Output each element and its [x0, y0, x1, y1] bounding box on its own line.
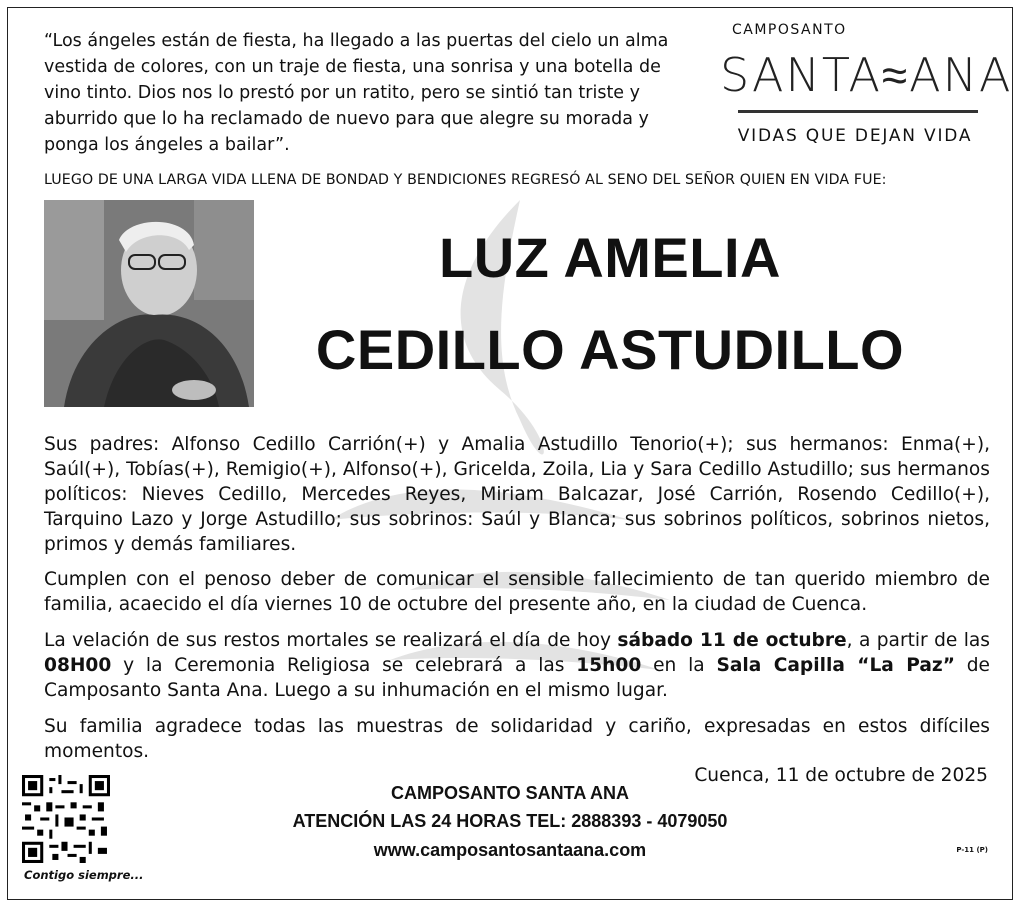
wake-paragraph [44, 628, 990, 703]
date-line: Cuenca, 11 de octubre de 2025 [694, 765, 988, 786]
portrait-photo [44, 200, 254, 407]
ad-code: P-11 (P) [956, 846, 988, 854]
portrait-figure-icon [44, 200, 254, 407]
footer-phone: ATENCIÓN LAS 24 HORAS TEL: 2888393 - 4079050 [292, 811, 728, 831]
chapel-name: Sala Capilla “La Paz” [716, 655, 955, 676]
wake-date: sábado 11 de octubre [617, 630, 847, 651]
qr-code-icon[interactable] [22, 775, 110, 863]
notice-paragraph: Cumplen con el penoso deber de comunicar el sensible fallecimiento de tan querido miembro de familia, acaecido el día viernes 10 de octubre del presente año, en la ciudad de Cuenca. [44, 569, 990, 615]
wake-text: de Camposanto Santa Ana. Luego a su inhumación en el mismo lugar. [44, 655, 991, 701]
camposanto-logo [720, 18, 1013, 158]
deceased-surnames: CEDILLO ASTUDILLO [315, 318, 905, 381]
slogan: Contigo siempre... [24, 868, 144, 882]
wake-text: , a partir de las [846, 630, 990, 651]
family-paragraph: Sus padres: Alfonso Cedillo Carrión(+) y Amalia Astudillo Tenorio(+); sus hermanos: Enma(+), Saúl(+), Tobías(+), Remigio(+), Alfonso(+), Gricelda, Zoila, Lia y Sara Cedillo Astudillo; sus hermanos políticos: Nieves Cedillo, Mercedes Reyes, Miriam Balcazar, José Carrión, Rosendo Cedillo(+), Tarquino Lazo y Jorge Astudillo; sus sobrinos: Saúl y Blanca; sus sobrinos políticos, sobrinos nietos, primos y demás familiares. [44, 434, 990, 555]
logo-tagline: VIDAS QUE DEJAN VIDA [737, 126, 973, 146]
intro-line: LUEGO DE UNA LARGA VIDA LLENA DE BONDAD Y BENDICIONES REGRESÓ AL SENO DEL SEÑOR QUIEN EN VIDA FUE: [44, 172, 887, 188]
footer-website-link[interactable]: www.camposantosantaana.com [373, 840, 647, 860]
wake-text: en la [641, 655, 717, 676]
wake-start-time: 08H00 [44, 655, 112, 676]
logo-rule [738, 110, 978, 113]
ceremony-time: 15h00 [576, 655, 642, 676]
thanks-paragraph: Su familia agradece todas las muestras de solidaridad y cariño, expresadas en estos difíciles momentos. [44, 716, 990, 762]
wake-text: La velación de sus restos mortales se realizará el día de hoy [44, 630, 618, 651]
deceased-first-names: LUZ AMELIA [439, 226, 781, 289]
footer-company: CAMPOSANTO SANTA ANA [391, 783, 629, 803]
logo-kicker: CAMPOSANTO [732, 22, 847, 38]
wake-text: y la Ceremonia Religiosa se celebrará a las [111, 655, 577, 676]
logo-brand: SANTA≈ANA [720, 48, 1013, 102]
opening-quote: “Los ángeles están de fiesta, ha llegado a las puertas del cielo un alma vestida de colores, con un traje de fiesta, una sonrisa y una botella de vino tinto. Dios nos lo prestó por un ratito, pero se sintió tan triste y aburrido que lo ha reclamado de nuevo para que alegre su morada y ponga los ángeles a bailar”. [44, 31, 669, 155]
